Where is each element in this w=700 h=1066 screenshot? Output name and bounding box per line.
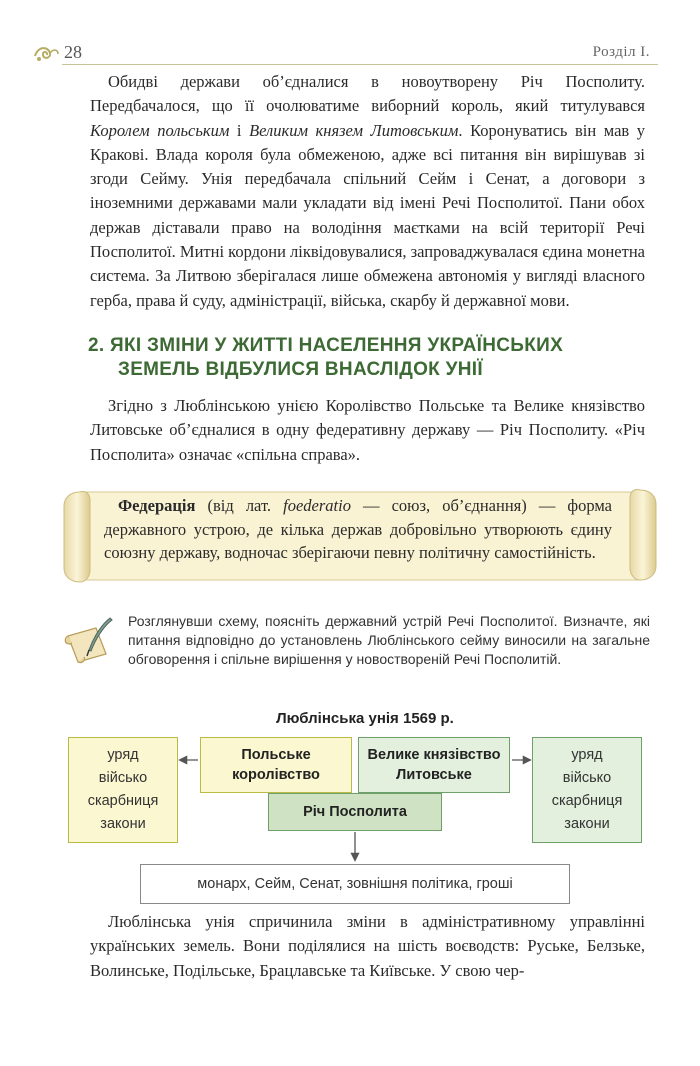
header-rule bbox=[62, 64, 658, 65]
common-affairs-box: монарх, Сейм, Сенат, зовнішня політика, гроші bbox=[140, 864, 570, 904]
heading-line-2: ЗЕМЕЛЬ ВІДБУЛИСЯ ВНАСЛІДОК УНІЇ bbox=[118, 359, 483, 380]
paragraph-administration: Люблінська унія спричинила зміни в адміністративному управлінні українських земель. Вони поділялися на шість воєводств: Руське, Белзьке, Волинське, Подільське, Брацлавське та Київське. У свою чер- bbox=[90, 912, 645, 980]
power-item: військо bbox=[562, 770, 612, 786]
power-item: закони bbox=[564, 816, 610, 832]
definition-scroll bbox=[62, 486, 658, 586]
definition-text-part: — союз, об’єднання) — форма державного устрою, де кілька держав добровільно утворюють єдину союзну державу, водночас зберігаючи певну політичну самостійність. bbox=[104, 496, 612, 562]
lithuania-powers-box bbox=[532, 737, 642, 843]
power-item: військо bbox=[98, 770, 148, 786]
commonwealth-box: Річ Посполита bbox=[268, 793, 442, 831]
page-header bbox=[28, 40, 658, 68]
italic-title: Королем польським bbox=[90, 120, 230, 140]
heading-line-1: 2. ЯКІ ЗМІНИ У ЖИТТІ НАСЕЛЕННЯ УКРАЇНСЬКИХ bbox=[88, 335, 564, 356]
definition-text bbox=[104, 494, 612, 565]
latin-word: foederatio bbox=[283, 496, 351, 515]
power-item: уряд bbox=[571, 747, 603, 763]
poland-powers-box bbox=[68, 737, 178, 843]
definition-term: Федерація bbox=[118, 496, 196, 515]
paragraph-federation: Згідно з Люблінською унією Королівство Польське та Велике князівство Литовське об’єдналися в одну федеративну державу — Річ Посполиту. «Річ Посполита» означає «спільна справа». bbox=[90, 396, 645, 464]
italic-title: Великим князем Литовським bbox=[249, 120, 459, 140]
paragraph-text: . Коронуватись він мав у Кракові. Влада короля була обмеженою, адже всі питання він вирішував зі згоди Сейму. Унія передбачала спільний Сейм і Сенат, а договори з іноземними державами мали укладати від імені Речі Посполитої. Пани обох держав діставали право на володіння маєтками на всій території Речі Посполитої. Митні кордони ліквідовувалися, запроваджувалася єдина монетна система. За Литвою зберігалася лише обмежена автономія у вигляді власного герба, права й суду, адміністрації, війська, скарбу й державної мови. bbox=[90, 120, 645, 310]
task-text: Розглянувши схему, поясніть державний устрій Речі Посполитої. Визначте, які питання відповідно до установлень Люблінського сейму виносили на загальне обговорення і спільне вирішення у новоствореній Речі Посполитій. bbox=[128, 613, 650, 667]
power-item: уряд bbox=[107, 747, 139, 763]
power-item: скарбниця bbox=[87, 793, 159, 809]
section-label: Розділ І. bbox=[592, 44, 650, 60]
quill-and-scroll-icon bbox=[62, 614, 116, 668]
ornament-icon bbox=[32, 42, 60, 64]
section-heading bbox=[88, 334, 648, 382]
page-number: 28 bbox=[64, 42, 82, 62]
poland-kingdom-box: Польське королівство bbox=[200, 737, 352, 793]
paragraph-text: Обидві держави об’єдналися в новоутворену Річ Посполиту. Передбачалося, що її очолюватиме виборний король, який титулувався bbox=[90, 72, 645, 116]
paragraph-union-terms bbox=[90, 70, 645, 313]
union-diagram bbox=[0, 700, 700, 910]
paragraph-text: і bbox=[229, 120, 250, 140]
definition-text-part: (від лат. bbox=[195, 496, 284, 515]
power-item: скарбниця bbox=[551, 793, 623, 809]
power-item: закони bbox=[100, 816, 146, 832]
diagram-title: Люблінська унія 1569 р. bbox=[276, 710, 454, 727]
lithuania-duchy-box: Велике князівство Литовське bbox=[358, 737, 510, 793]
